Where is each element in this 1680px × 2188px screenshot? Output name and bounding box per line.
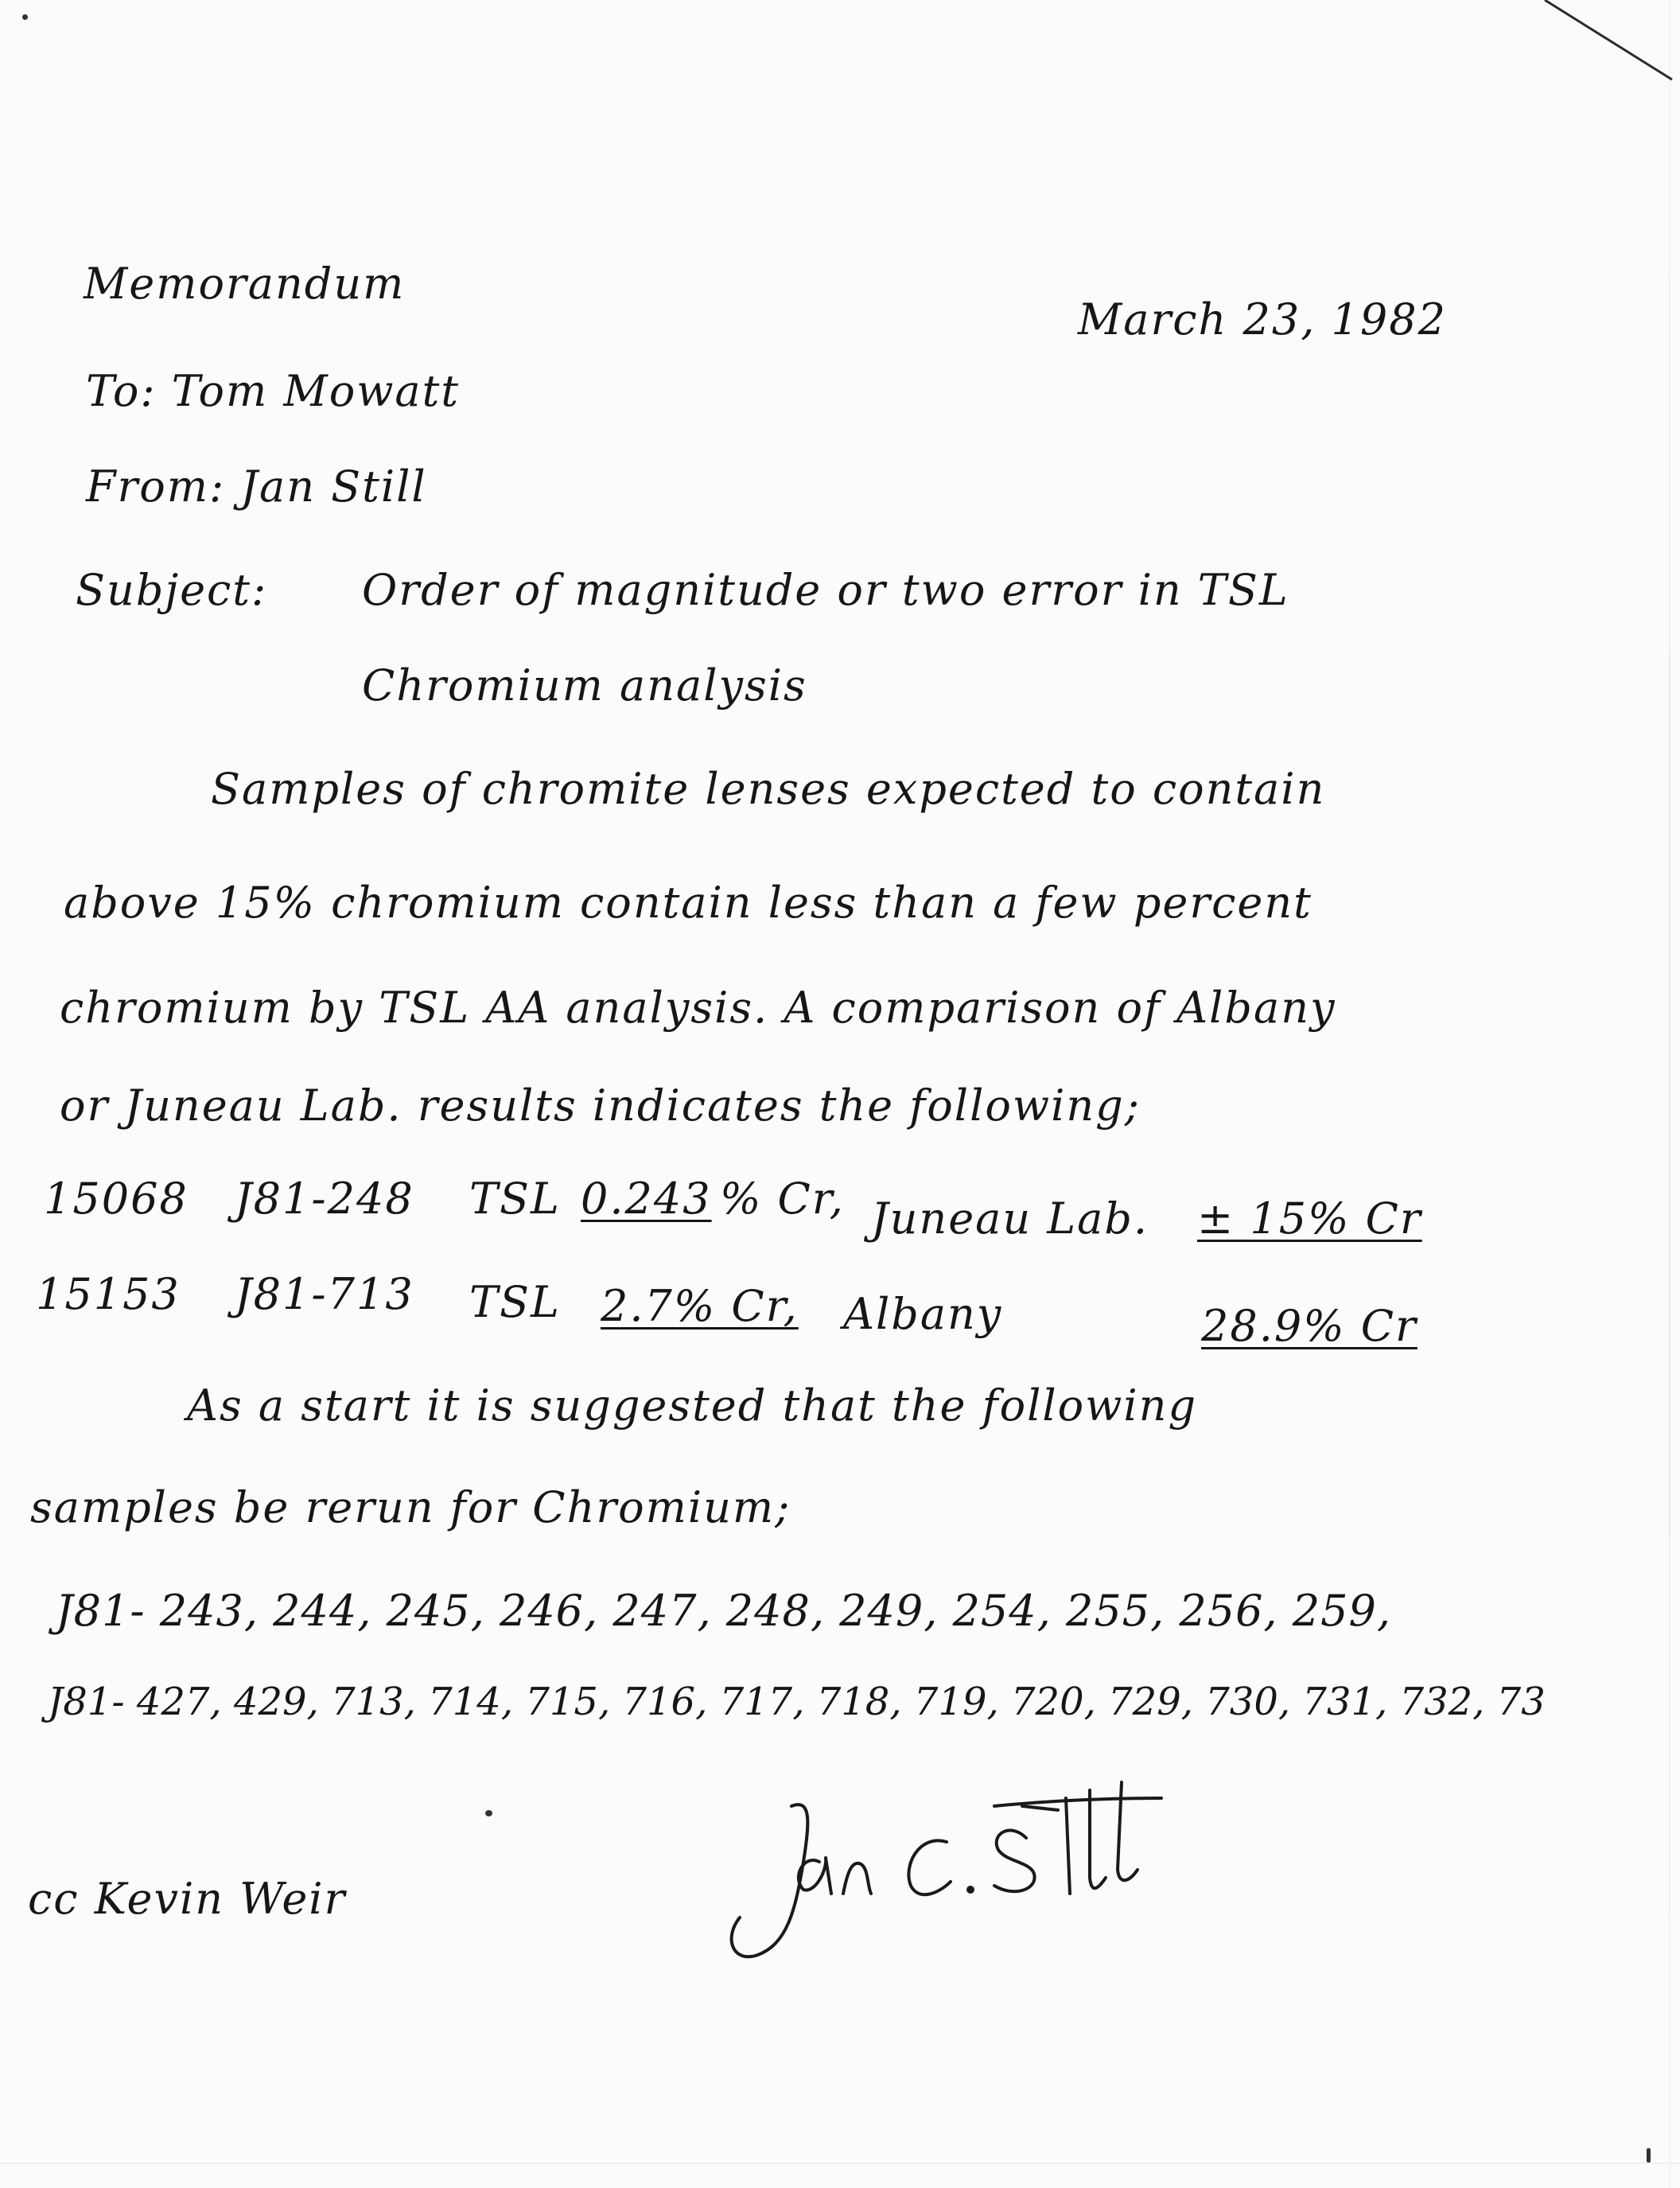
- sample-list-line-2: J81- 427, 429, 713, 714, 715, 716, 717, 718, 719, 720, 729, 730, 731, 732, 73: [48, 1680, 1546, 1724]
- result-1-other-value: ± 15% Cr: [1197, 1193, 1422, 1244]
- result-2-lab: TSL: [469, 1277, 561, 1327]
- result-1-sample: 15068: [44, 1174, 189, 1224]
- result-1-other-lab: Juneau Lab.: [871, 1193, 1149, 1244]
- page-corner-fold-mark: [1529, 0, 1680, 88]
- memo-to: To: Tom Mowatt: [86, 366, 461, 416]
- result-2-other-value: 28.9% Cr: [1201, 1301, 1418, 1351]
- body-paragraph-line-4: or Juneau Lab. results indicates the following;: [60, 1080, 1141, 1131]
- memo-subject-line-1: Order of magnitude or two error in TSL: [362, 565, 1289, 615]
- rerun-paragraph-line-1: As a start it is suggested that the following: [187, 1380, 1198, 1431]
- scan-speck: [22, 14, 28, 20]
- result-2-tsl-value: 2.7% Cr,: [601, 1281, 799, 1331]
- result-2-field-no: J81-713: [235, 1269, 414, 1319]
- memo-date: March 23, 1982: [1078, 294, 1447, 345]
- result-1-tsl-unit: % Cr,: [720, 1174, 845, 1224]
- scan-edge-right: [1669, 0, 1670, 2188]
- result-1-tsl-value: 0.243: [581, 1174, 712, 1224]
- cc-line: cc Kevin Weir: [28, 1874, 347, 1924]
- body-paragraph-line-1: Samples of chromite lenses expected to contain: [211, 764, 1326, 814]
- signature-mark: [716, 1774, 1209, 1981]
- result-1-field-no: J81-248: [235, 1174, 414, 1224]
- memo-subject-line-2: Chromium analysis: [362, 660, 807, 711]
- scan-speck: [485, 1810, 492, 1816]
- memo-subject-label: Subject:: [76, 565, 268, 615]
- memo-heading: Memorandum: [84, 259, 406, 309]
- sample-list-line-1: J81- 243, 244, 245, 246, 247, 248, 249, 254, 255, 256, 259,: [56, 1586, 1391, 1636]
- scan-edge-bottom: [0, 2163, 1680, 2164]
- result-2-sample: 15153: [36, 1269, 181, 1319]
- result-1-lab: TSL: [469, 1174, 561, 1224]
- result-2-other-lab: Albany: [843, 1289, 1003, 1339]
- body-paragraph-line-2: above 15% chromium contain less than a few percent: [64, 878, 1312, 928]
- scan-speck: [1647, 2148, 1651, 2163]
- memo-from: From: Jan Still: [86, 461, 427, 512]
- body-paragraph-line-3: chromium by TSL AA analysis. A comparison of Albany: [60, 983, 1336, 1033]
- rerun-paragraph-line-2: samples be rerun for Chromium;: [30, 1482, 791, 1532]
